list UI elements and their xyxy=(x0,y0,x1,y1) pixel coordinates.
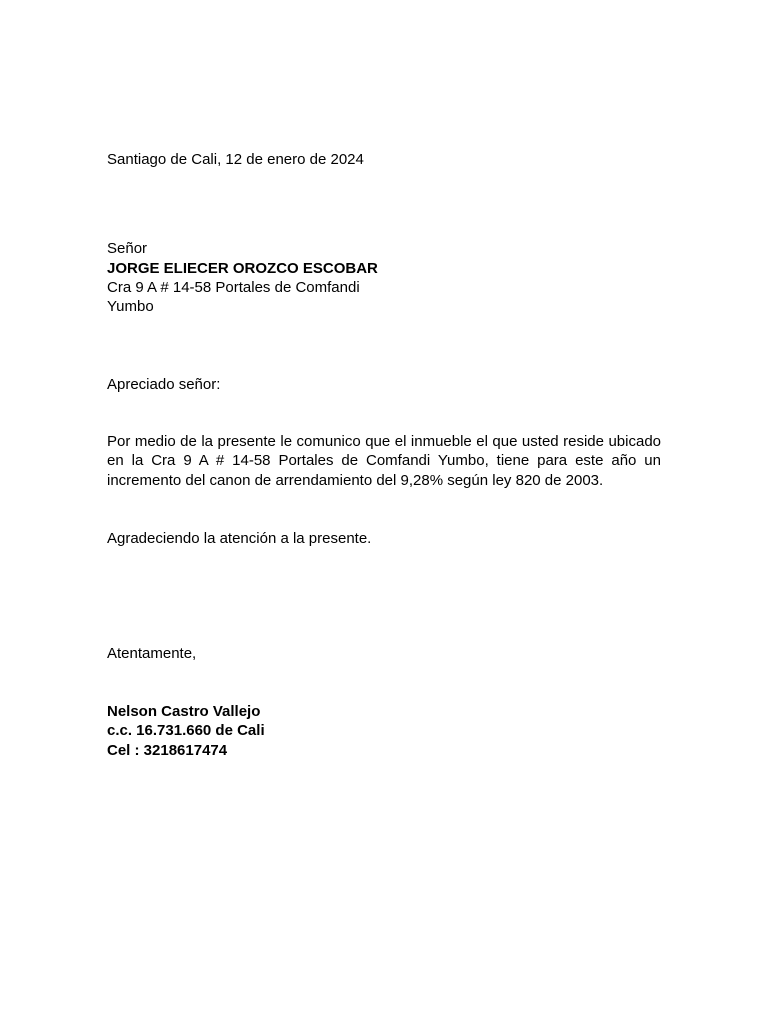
recipient-address: Cra 9 A # 14-58 Portales de Comfandi xyxy=(107,279,360,296)
thanks-line: Agradeciendo la atención a la presente. xyxy=(107,530,372,547)
date-line: Santiago de Cali, 12 de enero de 2024 xyxy=(107,151,364,168)
greeting: Apreciado señor: xyxy=(107,376,221,393)
body-paragraph: Por medio de la presente le comunico que el inmueble el que usted reside ubicado en la Cra 9 A # 14-58 Portales de Comfandi Yumbo, tiene para este año un incremento del canon de arrendamiento del 9,28% según ley 820 de 2003. xyxy=(107,433,661,489)
sender-id: c.c. 16.731.660 de Cali xyxy=(107,722,265,739)
recipient-city: Yumbo xyxy=(107,298,154,315)
recipient-name: JORGE ELIECER OROZCO ESCOBAR xyxy=(107,260,378,277)
sender-phone: Cel : 3218617474 xyxy=(107,742,228,759)
letter-content xyxy=(107,0,661,1024)
sender-name: Nelson Castro Vallejo xyxy=(107,703,261,720)
recipient-title: Señor xyxy=(107,240,148,257)
closing-line: Atentamente, xyxy=(107,645,197,662)
